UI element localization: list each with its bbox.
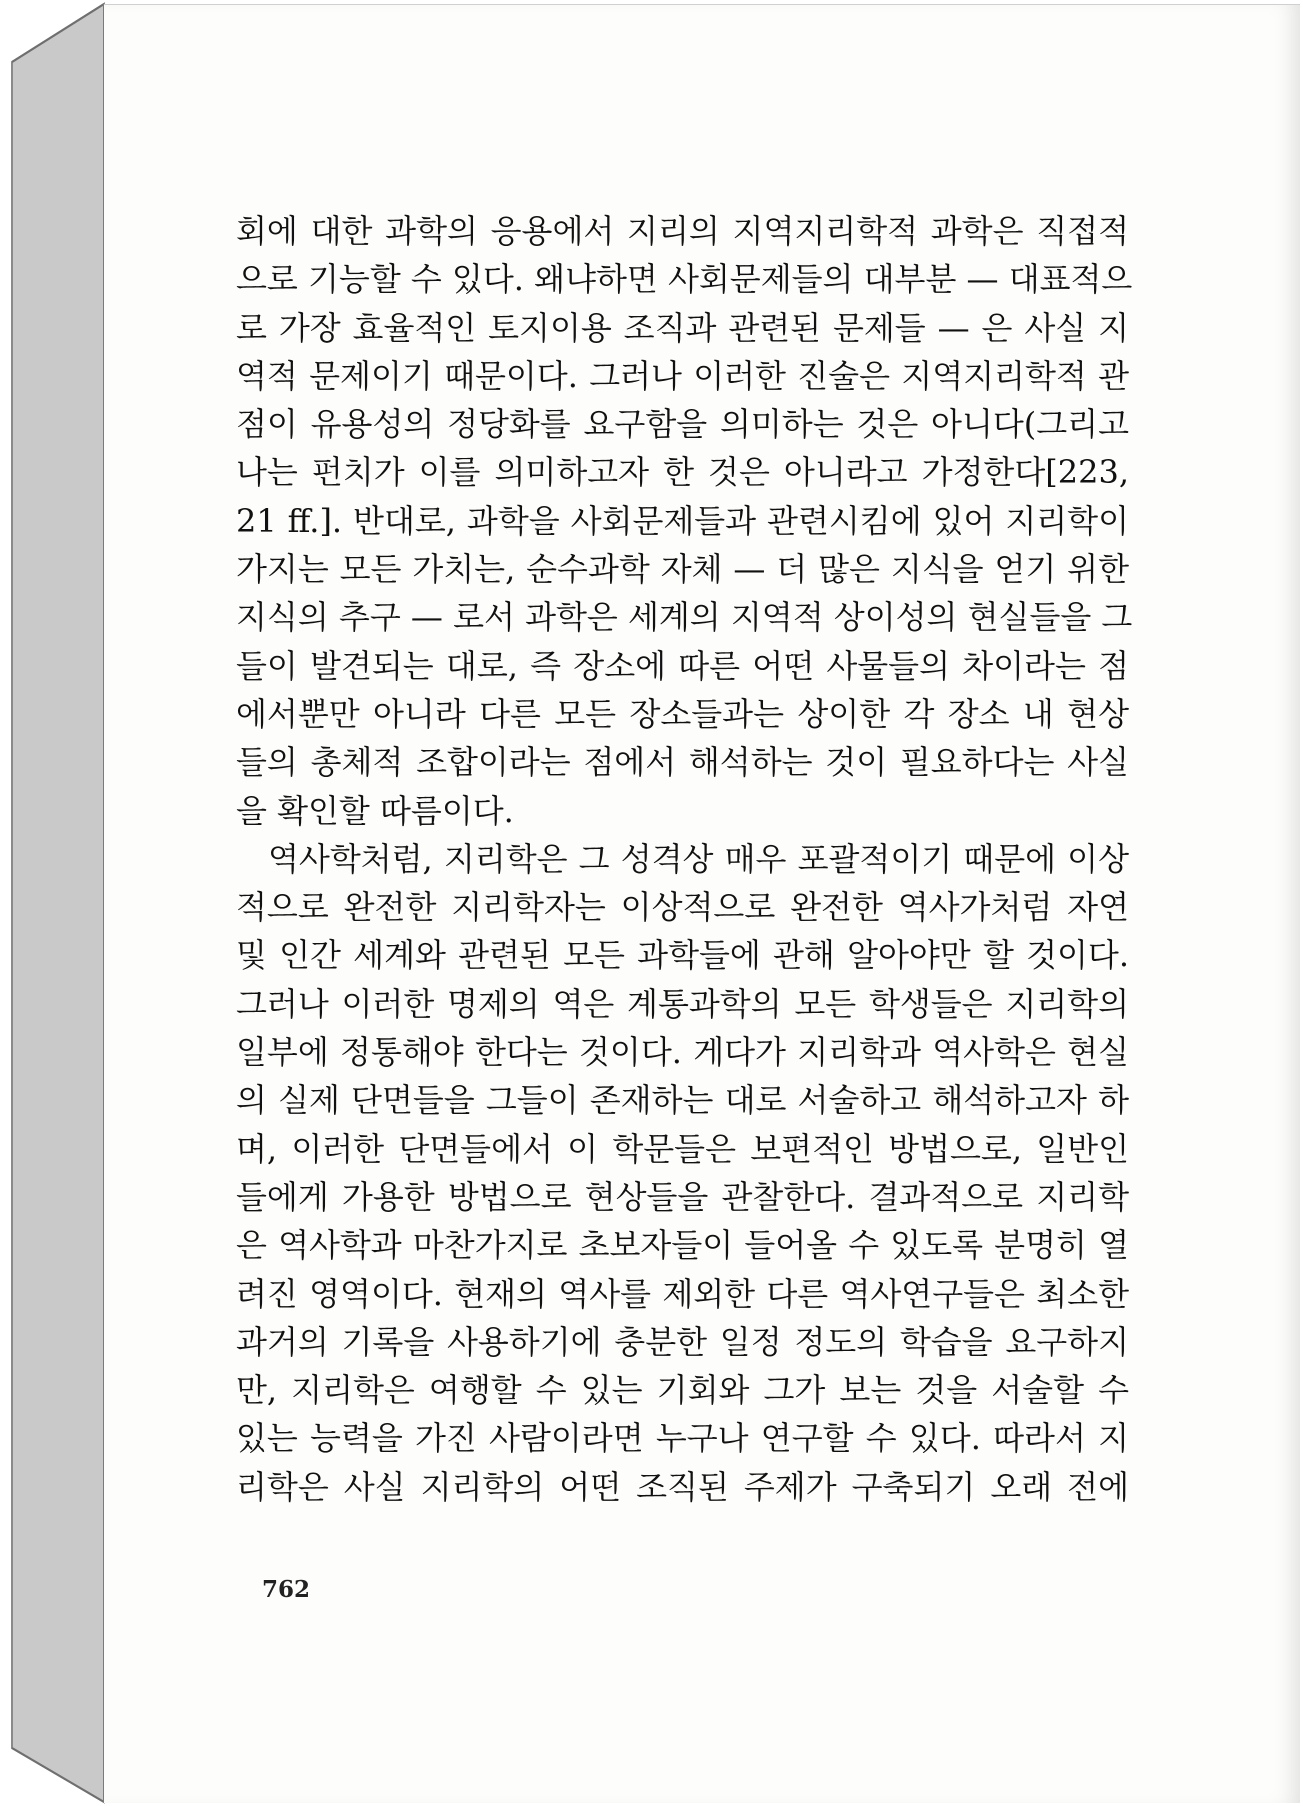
text-line: 려진 영역이다. 현재의 역사를 제외한 다른 역사연구들은 최소한	[236, 1274, 1129, 1313]
text-line: 적으로 완전한 지리학자는 이상적으로 완전한 역사가처럼 자연	[236, 888, 1129, 927]
text-line: 가지는 모든 가치는, 순수과학 자체 — 더 많은 지식을 얻기 위한	[236, 550, 1129, 589]
text-line: 들의 총체적 조합이라는 점에서 해석하는 것이 필요하다는 사실	[236, 743, 1129, 782]
text-line: 21 ff.]. 반대로, 과학을 사회문제들과 관련시킴에 있어 지리학이	[236, 501, 1129, 540]
text-line: 리학은 사실 지리학의 어떤 조직된 주제가 구축되기 오래 전에	[236, 1467, 1129, 1506]
text-line: 들이 발견되는 대로, 즉 장소에 따른 어떤 사물들의 차이라는 점	[236, 646, 1129, 685]
text-line: 과거의 기록을 사용하기에 충분한 일정 정도의 학습을 요구하지	[236, 1322, 1129, 1361]
text-line: 며, 이러한 단면들에서 이 학문들은 보편적인 방법으로, 일반인	[236, 1129, 1129, 1168]
text-line: 있는 능력을 가진 사람이라면 누구나 연구할 수 있다. 따라서 지	[236, 1419, 1129, 1458]
text-line: 그러나 이러한 명제의 역은 계통과학의 모든 학생들은 지리학의	[236, 984, 1129, 1023]
text-line: 들에게 가용한 방법으로 현상들을 관찰한다. 결과적으로 지리학	[236, 1177, 1129, 1216]
text-line: 역사학처럼, 지리학은 그 성격상 매우 포괄적이기 때문에 이상	[268, 839, 1129, 878]
text-line: 로 가장 효율적인 토지이용 조직과 관련된 문제들 — 은 사실 지	[236, 308, 1129, 347]
body-text	[236, 207, 1133, 1511]
text-line: 역적 문제이기 때문이다. 그러나 이러한 진술은 지역지리학적 관	[236, 356, 1129, 395]
text-line: 지식의 추구 — 로서 과학은 세계의 지역적 상이성의 현실들을 그	[236, 598, 1133, 637]
text-line: 일부에 정통해야 한다는 것이다. 게다가 지리학과 역사학은 현실	[236, 1033, 1129, 1072]
text-line: 나는 펀치가 이를 의미하고자 한 것은 아니라고 가정한다[223,	[236, 453, 1129, 492]
text-line: 및 인간 세계와 관련된 모든 과학들에 관해 알아야만 할 것이다.	[236, 936, 1129, 975]
text-line: 점이 유용성의 정당화를 요구함을 의미하는 것은 아니다(그리고	[236, 405, 1129, 444]
text-line: 회에 대한 과학의 응용에서 지리의 지역지리학적 과학은 직접적	[236, 212, 1129, 250]
text-line: 은 역사학과 마찬가지로 초보자들이 들어올 수 있도록 분명히 열	[236, 1226, 1129, 1265]
page-number: 762	[262, 1576, 311, 1603]
text-line: 으로 기능할 수 있다. 왜냐하면 사회문제들의 대부분 — 대표적으	[236, 260, 1133, 299]
text-line: 에서뿐만 아니라 다른 모든 장소들과는 상이한 각 장소 내 현상	[236, 694, 1129, 733]
text-line: 만, 지리학은 여행할 수 있는 기회와 그가 보는 것을 서술할 수	[236, 1371, 1129, 1410]
text-line: 을 확인할 따름이다.	[236, 791, 514, 830]
text-line: 의 실제 단면들을 그들이 존재하는 대로 서술하고 해석하고자 하	[236, 1081, 1129, 1120]
